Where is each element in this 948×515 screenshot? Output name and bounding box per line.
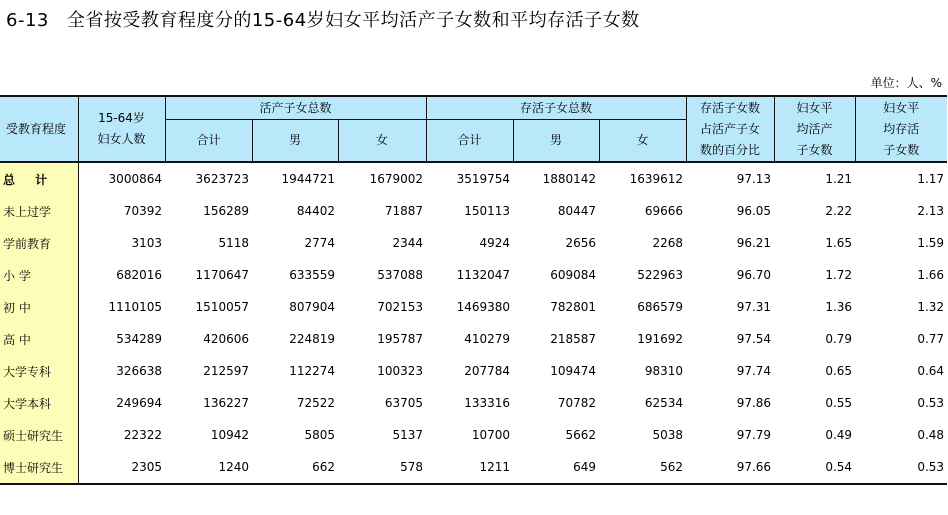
cell-lb-total: 5118 [218, 236, 249, 250]
cell-lb-female: 1679002 [369, 172, 424, 186]
table-header [0, 96, 947, 162]
header-pct-line3: 数的百分比 [700, 142, 761, 157]
cell-women: 534289 [116, 332, 162, 346]
header-sv-sum: 合计 [426, 120, 513, 163]
row-label: 硕士研究生 [0, 419, 78, 451]
header-avg-lb-line1: 妇女平 [796, 100, 833, 115]
cell-sv-total: 10700 [471, 428, 511, 442]
cell-avg-lb: 1.36 [825, 300, 853, 314]
table-title-text: 全省按受教育程度分的15-64岁妇女平均活产子女数和平均存活子女数 [66, 10, 640, 31]
cell-sv-male: 1880142 [542, 172, 597, 186]
cell-lb-total: 1510057 [195, 300, 249, 314]
cell-pct: 97.54 [736, 332, 772, 346]
cell-avg-sv: 0.53 [855, 451, 947, 484]
cell-avg-sv: 1.66 [917, 268, 945, 282]
cell-avg-sv: 1.59 [917, 236, 945, 250]
cell-lb-total: 3623723 [195, 172, 249, 186]
table-row [0, 451, 947, 484]
cell-women: 3000864 [108, 172, 162, 186]
cell-lb-male: 72522 [296, 396, 335, 410]
row-label: 未上过学 [0, 195, 78, 227]
cell-lb-female: 578 [338, 451, 426, 484]
table-row [0, 419, 947, 451]
cell-lb-total: 10942 [210, 428, 249, 442]
cell-lb-male: 5805 [304, 428, 335, 442]
cell-avg-sv: 0.53 [917, 396, 945, 410]
cell-avg-sv: 1.32 [917, 300, 945, 314]
cell-avg-lb: 1.72 [825, 268, 853, 282]
cell-lb-male: 662 [252, 451, 338, 484]
cell-sv-total: 207784 [464, 364, 511, 378]
table-row [0, 259, 947, 291]
cell-sv-female: 522963 [637, 268, 684, 282]
cell-sv-female: 1639612 [629, 172, 684, 186]
cell-sv-male: 649 [513, 451, 599, 484]
cell-avg-lb: 0.55 [825, 396, 853, 410]
row-label: 大学专科 [0, 355, 78, 387]
table-row [0, 323, 947, 355]
cell-sv-female: 2268 [652, 236, 684, 250]
header-avg-lb-line2: 均活产 [796, 121, 833, 136]
cell-women: 2305 [78, 451, 165, 484]
cell-lb-female: 2344 [392, 236, 424, 250]
cell-avg-sv: 1.17 [917, 172, 945, 186]
cell-sv-male: 2656 [565, 236, 597, 250]
header-avg-sv-line3: 子女数 [883, 142, 920, 157]
cell-lb-total: 1240 [165, 451, 252, 484]
header-surviving-pct [686, 96, 774, 162]
cell-lb-male: 224819 [289, 332, 335, 346]
cell-sv-total: 4924 [479, 236, 511, 250]
cell-women: 326638 [116, 364, 162, 378]
cell-pct: 96.70 [736, 268, 772, 282]
header-women-line1: 15-64岁 [98, 111, 145, 125]
header-live-births-total: 活产子女总数 [165, 96, 426, 120]
cell-sv-total: 1132047 [456, 268, 511, 282]
table-row [0, 387, 947, 419]
cell-lb-female: 195787 [377, 332, 424, 346]
row-label: 总 计 [0, 162, 78, 195]
cell-lb-male: 1944721 [281, 172, 335, 186]
cell-avg-lb: 1.65 [825, 236, 853, 250]
row-label: 博士研究生 [0, 451, 78, 484]
cell-women: 1110105 [108, 300, 162, 314]
cell-pct: 97.66 [686, 451, 774, 484]
header-avg-sv-line1: 妇女平 [883, 100, 920, 115]
cell-pct: 96.21 [736, 236, 772, 250]
table-body [0, 162, 947, 484]
cell-pct: 96.05 [736, 204, 772, 218]
cell-sv-male: 218587 [550, 332, 597, 346]
header-sv-female: 女 [599, 120, 686, 163]
header-lb-female: 女 [338, 120, 426, 163]
cell-lb-female: 5137 [392, 428, 424, 442]
cell-sv-male: 80447 [557, 204, 597, 218]
cell-avg-sv: 2.13 [917, 204, 945, 218]
statistics-table [0, 95, 947, 485]
cell-lb-male: 2774 [304, 236, 335, 250]
cell-sv-male: 70782 [557, 396, 597, 410]
cell-lb-female: 63705 [384, 396, 424, 410]
cell-sv-female: 562 [599, 451, 686, 484]
cell-sv-male: 5662 [565, 428, 597, 442]
row-label: 学前教育 [0, 227, 78, 259]
cell-avg-lb: 0.65 [825, 364, 853, 378]
header-surviving-total: 存活子女总数 [426, 96, 686, 120]
cell-sv-female: 686579 [637, 300, 684, 314]
cell-lb-female: 537088 [377, 268, 424, 282]
cell-women: 22322 [123, 428, 162, 442]
header-women-line2: 妇女人数 [97, 132, 146, 146]
cell-women: 3103 [131, 236, 162, 250]
cell-lb-female: 71887 [384, 204, 424, 218]
cell-sv-total: 410279 [464, 332, 511, 346]
cell-sv-female: 62534 [644, 396, 684, 410]
cell-lb-male: 112274 [289, 364, 335, 378]
cell-avg-lb: 0.54 [774, 451, 855, 484]
header-lb-male: 男 [252, 120, 338, 163]
table-row [0, 355, 947, 387]
cell-sv-male: 109474 [550, 364, 597, 378]
cell-women: 70392 [123, 204, 162, 218]
row-label: 高 中 [0, 323, 78, 355]
cell-pct: 97.13 [736, 172, 772, 186]
cell-sv-male: 609084 [550, 268, 597, 282]
header-avg-live-births [774, 96, 855, 162]
table-row-total [0, 162, 947, 195]
table-row [0, 227, 947, 259]
header-pct-line2: 占活产子女 [700, 121, 761, 136]
header-edu-level: 受教育程度 [0, 96, 78, 162]
cell-avg-lb: 0.79 [825, 332, 853, 346]
cell-pct: 97.74 [736, 364, 772, 378]
cell-sv-total: 1469380 [456, 300, 511, 314]
cell-lb-male: 807904 [289, 300, 335, 314]
row-label: 大学本科 [0, 387, 78, 419]
cell-avg-lb: 1.21 [825, 172, 853, 186]
cell-lb-total: 156289 [203, 204, 249, 218]
header-avg-lb-line3: 子女数 [796, 142, 833, 157]
cell-women: 682016 [116, 268, 162, 282]
cell-lb-total: 136227 [203, 396, 249, 410]
cell-lb-total: 1170647 [195, 268, 249, 282]
header-women-count [78, 96, 165, 162]
cell-pct: 97.31 [736, 300, 772, 314]
cell-avg-sv: 0.77 [917, 332, 945, 346]
header-lb-sum: 合计 [165, 120, 252, 163]
cell-pct: 97.86 [736, 396, 772, 410]
cell-lb-male: 84402 [296, 204, 335, 218]
cell-sv-female: 69666 [644, 204, 684, 218]
cell-sv-female: 5038 [652, 428, 684, 442]
row-label: 小 学 [0, 259, 78, 291]
cell-lb-female: 100323 [377, 364, 424, 378]
table-title [6, 6, 640, 32]
header-avg-surviving [855, 96, 947, 162]
header-avg-sv-line2: 均存活 [883, 121, 920, 136]
cell-avg-lb: 2.22 [825, 204, 853, 218]
header-pct-line1: 存活子女数 [700, 100, 761, 115]
table-number: 6-13 [6, 10, 49, 31]
cell-lb-total: 212597 [203, 364, 249, 378]
header-sv-male: 男 [513, 120, 599, 163]
cell-sv-total: 1211 [426, 451, 513, 484]
cell-sv-male: 782801 [550, 300, 597, 314]
cell-pct: 97.79 [736, 428, 772, 442]
cell-sv-total: 150113 [464, 204, 511, 218]
unit-note: 单位：人、% [870, 76, 942, 90]
cell-avg-sv: 0.64 [917, 364, 945, 378]
cell-sv-total: 133316 [464, 396, 511, 410]
cell-lb-male: 633559 [289, 268, 335, 282]
table-row [0, 291, 947, 323]
cell-sv-female: 191692 [637, 332, 684, 346]
cell-avg-lb: 0.49 [825, 428, 853, 442]
cell-women: 249694 [116, 396, 162, 410]
cell-avg-sv: 0.48 [917, 428, 945, 442]
row-label: 初 中 [0, 291, 78, 323]
table-row [0, 195, 947, 227]
cell-sv-female: 98310 [644, 364, 684, 378]
cell-lb-total: 420606 [203, 332, 249, 346]
cell-lb-female: 702153 [377, 300, 424, 314]
cell-sv-total: 3519754 [456, 172, 511, 186]
